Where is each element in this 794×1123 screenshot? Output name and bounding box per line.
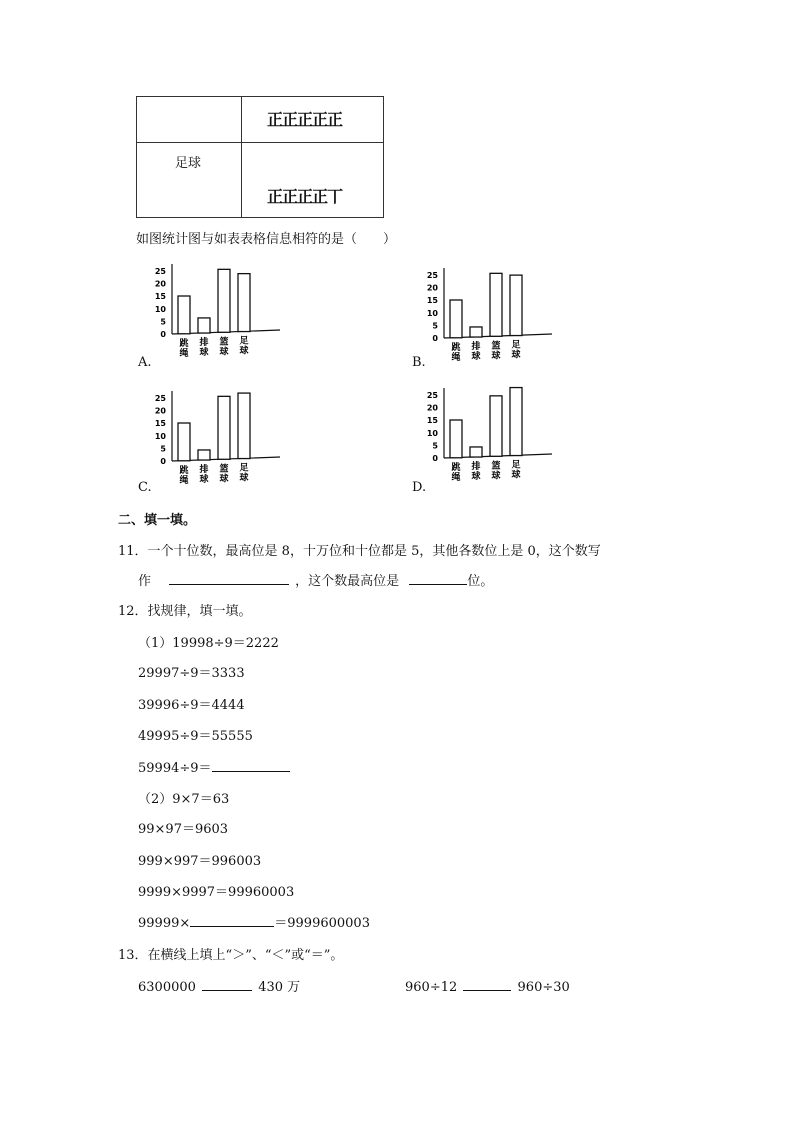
table-row1-tally: 正正正正正 — [267, 110, 343, 129]
q12-p2-line5-text-b: ＝9999600003 — [274, 916, 370, 931]
bar-chart-svg — [150, 385, 290, 495]
x-category-label: 绳 — [179, 475, 189, 486]
q12-p1-line5 — [138, 757, 290, 776]
y-tick-label: 20 — [426, 403, 438, 413]
q12-blank-1[interactable] — [212, 757, 290, 772]
q12-p1-line2: 29997÷9＝3333 — [138, 666, 245, 681]
bar — [238, 393, 250, 458]
x-category-label: 排 — [199, 338, 209, 349]
x-category-label: 篮 — [491, 341, 501, 352]
y-tick-label: 10 — [426, 428, 438, 438]
bar-chart-svg — [422, 382, 562, 492]
y-tick-label: 5 — [160, 317, 166, 327]
x-category-label: 球 — [199, 348, 209, 359]
bar-chart-option-c — [150, 385, 290, 495]
y-tick-label: 5 — [432, 441, 438, 451]
q12-p2-line3: 999×997＝996003 — [138, 854, 262, 869]
x-category-label: 球 — [491, 351, 501, 362]
x-category-label: 跳 — [451, 462, 461, 473]
x-category-label: 绳 — [451, 472, 461, 483]
x-category-label: 足 — [239, 463, 249, 474]
x-category-label: 球 — [511, 350, 521, 361]
q13-item2-left: 960÷12 — [405, 980, 458, 995]
q13-item1-right: 430 万 — [258, 980, 301, 995]
x-category-label: 排 — [471, 462, 481, 473]
option-b-label[interactable]: B. — [412, 355, 426, 370]
x-category-label: 排 — [199, 465, 209, 476]
bar — [178, 296, 190, 334]
y-tick-label: 10 — [154, 304, 166, 314]
bar — [450, 420, 462, 458]
x-category-label: 球 — [471, 352, 481, 363]
x-category-label: 跳 — [179, 338, 189, 349]
q12-p2-line4: 9999×9997＝99960003 — [138, 885, 295, 900]
y-tick-label: 15 — [426, 296, 438, 306]
x-category-label: 球 — [219, 474, 229, 485]
bar — [218, 269, 230, 332]
q11-line1: 11．一个十位数，最高位是 8，十万位和十位都是 5，其他各数位上是 0，这个数写 — [118, 544, 601, 559]
bar-chart-option-b — [422, 262, 562, 372]
q13-blank-1[interactable] — [202, 976, 252, 991]
y-tick-label: 15 — [154, 292, 166, 302]
y-tick-label: 0 — [432, 334, 438, 343]
y-tick-label: 15 — [154, 419, 166, 429]
q13-title: 13．在横线上填上“＞”、“＜”或“＝”。 — [118, 948, 344, 963]
option-d-label[interactable]: D. — [412, 480, 427, 495]
y-tick-label: 15 — [426, 416, 438, 426]
bar-chart-svg — [150, 258, 290, 368]
q13-item1-left: 6300000 — [138, 980, 196, 995]
bar — [510, 275, 522, 335]
x-category-label: 篮 — [219, 337, 229, 348]
q12-p2-line2: 99×97＝9603 — [138, 822, 229, 837]
bar-chart-svg — [422, 262, 562, 372]
bar — [470, 447, 482, 457]
q11-text-b: ，这个数最高位是 — [295, 574, 400, 589]
q12-p1-line1: （1）19998÷9＝2222 — [138, 636, 279, 651]
x-category-label: 足 — [511, 340, 521, 351]
x-category-label: 跳 — [451, 342, 461, 353]
bar — [490, 273, 502, 336]
question10-stem: 如图统计图与如表表格信息相符的是（ ） — [136, 232, 397, 247]
table-row2-label: 足球 — [175, 156, 202, 171]
table-row2-tally: 正正正正丅 — [267, 187, 343, 206]
x-category-label: 篮 — [491, 461, 501, 472]
bar — [198, 318, 210, 333]
bar — [198, 450, 210, 460]
q11-blank-number[interactable] — [169, 570, 289, 585]
q12-title: 12．找规律，填一填。 — [118, 604, 252, 619]
x-category-label: 篮 — [219, 464, 229, 475]
y-tick-label: 25 — [154, 267, 166, 277]
tally-table — [136, 96, 384, 218]
q12-blank-2[interactable] — [190, 912, 274, 927]
x-category-label: 跳 — [179, 465, 189, 476]
table-divider-horizontal — [137, 142, 383, 143]
q12-p1-line4: 49995÷9＝55555 — [138, 729, 253, 744]
q12-p1-line5-text: 59994÷9＝ — [138, 761, 212, 776]
x-category-label: 球 — [239, 346, 249, 357]
y-tick-label: 0 — [160, 457, 166, 466]
q13-item2-right: 960÷30 — [517, 980, 570, 995]
bar — [238, 274, 250, 332]
bar-chart-option-a — [150, 258, 290, 368]
section-title: 二、填一填。 — [118, 513, 197, 528]
q11-line2 — [138, 570, 493, 589]
q13-blank-2[interactable] — [463, 976, 511, 991]
x-category-label: 球 — [219, 347, 229, 358]
y-tick-label: 0 — [160, 330, 166, 339]
q13-item1 — [138, 976, 300, 995]
y-tick-label: 0 — [432, 454, 438, 463]
q12-p2-line5-text-a: 99999× — [138, 916, 191, 931]
bar — [470, 327, 482, 337]
bar — [510, 388, 522, 456]
y-tick-label: 5 — [160, 444, 166, 454]
table-divider-vertical — [241, 97, 242, 217]
bar — [450, 300, 462, 338]
x-category-label: 足 — [239, 336, 249, 347]
y-tick-label: 20 — [154, 279, 166, 289]
x-category-label: 球 — [239, 473, 249, 484]
y-tick-label: 25 — [426, 391, 438, 401]
option-c-label[interactable]: C. — [138, 480, 152, 495]
q13-item2 — [405, 976, 570, 995]
bar — [218, 396, 230, 459]
x-category-label: 绳 — [451, 352, 461, 363]
q12-p2-line1: （2）9×7＝63 — [138, 792, 230, 807]
x-category-label: 排 — [471, 342, 481, 353]
q12-p2-line5 — [138, 912, 370, 931]
x-category-label: 足 — [511, 460, 521, 471]
y-tick-label: 5 — [432, 321, 438, 331]
y-tick-label: 20 — [426, 283, 438, 293]
y-tick-label: 20 — [154, 406, 166, 416]
y-tick-label: 25 — [426, 271, 438, 281]
x-category-label: 球 — [491, 471, 501, 482]
x-category-label: 球 — [511, 470, 521, 481]
y-tick-label: 10 — [154, 431, 166, 441]
y-tick-label: 25 — [154, 394, 166, 404]
x-category-label: 绳 — [179, 348, 189, 359]
bar — [490, 396, 502, 456]
option-a-label[interactable]: A. — [138, 355, 152, 370]
x-category-label: 球 — [199, 475, 209, 486]
q11-text-c: 位。 — [467, 574, 494, 589]
bar — [178, 423, 190, 461]
q12-p1-line3: 39996÷9＝4444 — [138, 698, 245, 713]
q11-blank-place[interactable] — [409, 570, 467, 585]
q11-text-a: 作 — [138, 574, 152, 589]
y-tick-label: 10 — [426, 308, 438, 318]
x-category-label: 球 — [471, 472, 481, 483]
bar-chart-option-d — [422, 382, 562, 492]
